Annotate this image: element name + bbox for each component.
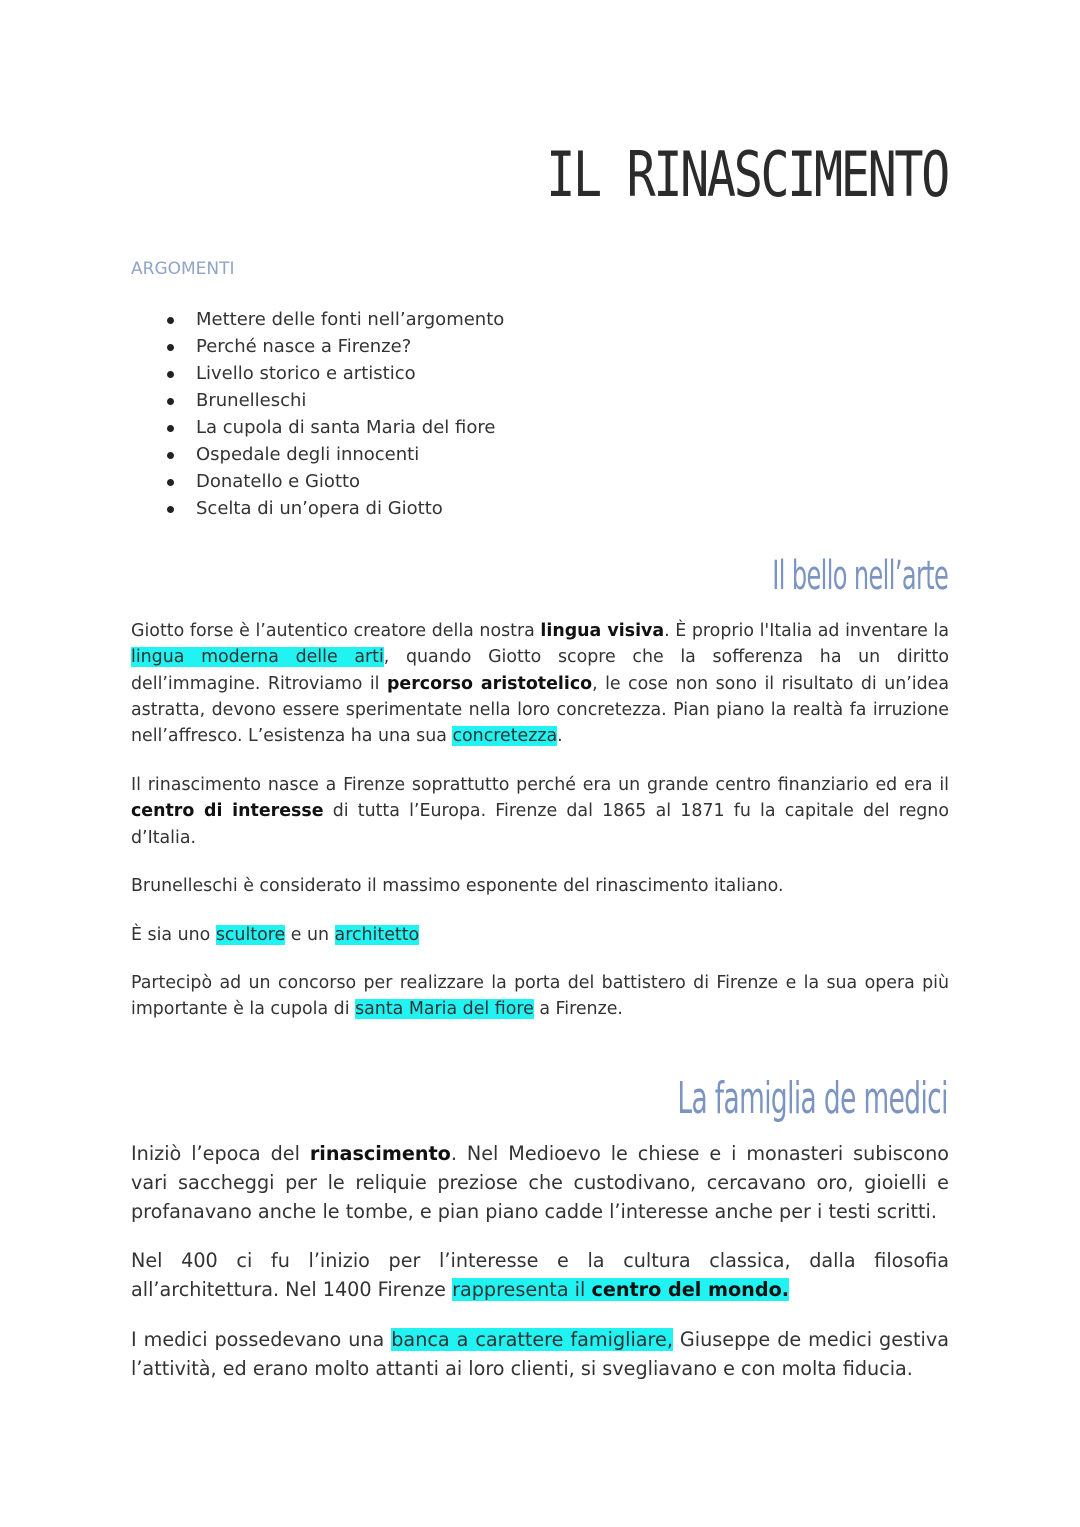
paragraph-400: Nel 400 ci fu l’inizio per l’interesse e la cultura classica, dalla filosofia all’architettura. Nel 1400 Firenze rappresenta il centro del mondo.	[131, 1249, 949, 1301]
paragraph-banca: I medici possedevano una banca a carattere famigliare, Giuseppe de medici gestiva l’attività, ed erano molto attanti ai loro clienti, si svegliavano e con molta fiducia.	[131, 1328, 949, 1380]
paragraph-epoca: Iniziò l’epoca del rinascimento. Nel Medioevo le chiese e i monasteri subiscono vari saccheggi per le reliquie preziose che custodivano, cercavano oro, gioielli e profanavano anche le tombe, e pian piano cadde l’interesse anche per i testi scritti.	[131, 1142, 949, 1223]
bullet-icon	[167, 344, 174, 351]
list-item: Mettere delle fonti nell’argomento	[130, 306, 504, 333]
list-item: Perché nasce a Firenze?	[130, 333, 504, 360]
list-item: Ospedale degli innocenti	[130, 441, 504, 468]
paragraph-giotto: Giotto forse è l’autentico creatore della nostra lingua visiva. È proprio l'Italia ad inventare la lingua moderna delle arti, quando Giotto scopre che la sofferenza ha un diritto dell’immagine. Ritroviamo il percorso aristotelico, le cose non sono il risultato di un’idea astratta, devono essere sperimentate nella loro concretezza. Pian piano la realtà fa irruzione nell’affresco. L’esistenza ha una sua concretezza.	[131, 621, 949, 747]
bullet-icon	[167, 506, 174, 513]
bullet-icon	[167, 317, 174, 324]
argomenti-label: ARGOMENTI	[131, 259, 235, 279]
page-title: IL RINASCIMENTO	[546, 138, 948, 211]
list-item: Brunelleschi	[130, 387, 504, 414]
topics-list	[130, 306, 504, 522]
highlight: banca a carattere famigliare,	[391, 1328, 673, 1351]
highlight: concretezza	[452, 726, 558, 747]
bullet-icon	[167, 452, 174, 459]
section-heading-bello: Il bello nell’arte	[772, 553, 948, 599]
highlight: lingua moderna delle arti	[131, 647, 384, 668]
list-item: Scelta di un’opera di Giotto	[130, 495, 504, 522]
highlight: scultore	[215, 925, 286, 945]
bullet-icon	[167, 398, 174, 405]
paragraph-brunelleschi: Brunelleschi è considerato il massimo esponente del rinascimento italiano.	[131, 876, 784, 896]
list-item: Donatello e Giotto	[130, 468, 504, 495]
bullet-icon	[167, 371, 174, 378]
list-item: Livello storico e artistico	[130, 360, 504, 387]
paragraph-firenze: Il rinascimento nasce a Firenze soprattutto perché era un grande centro finanziario ed era il centro di interesse di tutta l’Europa. Firenze dal 1865 al 1871 fu la capitale del regno d’Italia.	[131, 775, 949, 848]
section-heading-medici: La famiglia de medici	[677, 1073, 948, 1124]
bullet-icon	[167, 479, 174, 486]
highlight: architetto	[334, 925, 420, 945]
list-item: La cupola di santa Maria del fiore	[130, 414, 504, 441]
paragraph-scultore: È sia uno scultore e un architetto	[131, 925, 420, 945]
bullet-icon	[167, 425, 174, 432]
paragraph-concorso: Partecipò ad un concorso per realizzare la porta del battistero di Firenze e la sua opera più importante è la cupola di santa Maria del fiore a Firenze.	[131, 973, 949, 1020]
highlight: rappresenta il centro del mondo.	[452, 1278, 790, 1301]
highlight: santa Maria del fiore	[355, 999, 534, 1020]
